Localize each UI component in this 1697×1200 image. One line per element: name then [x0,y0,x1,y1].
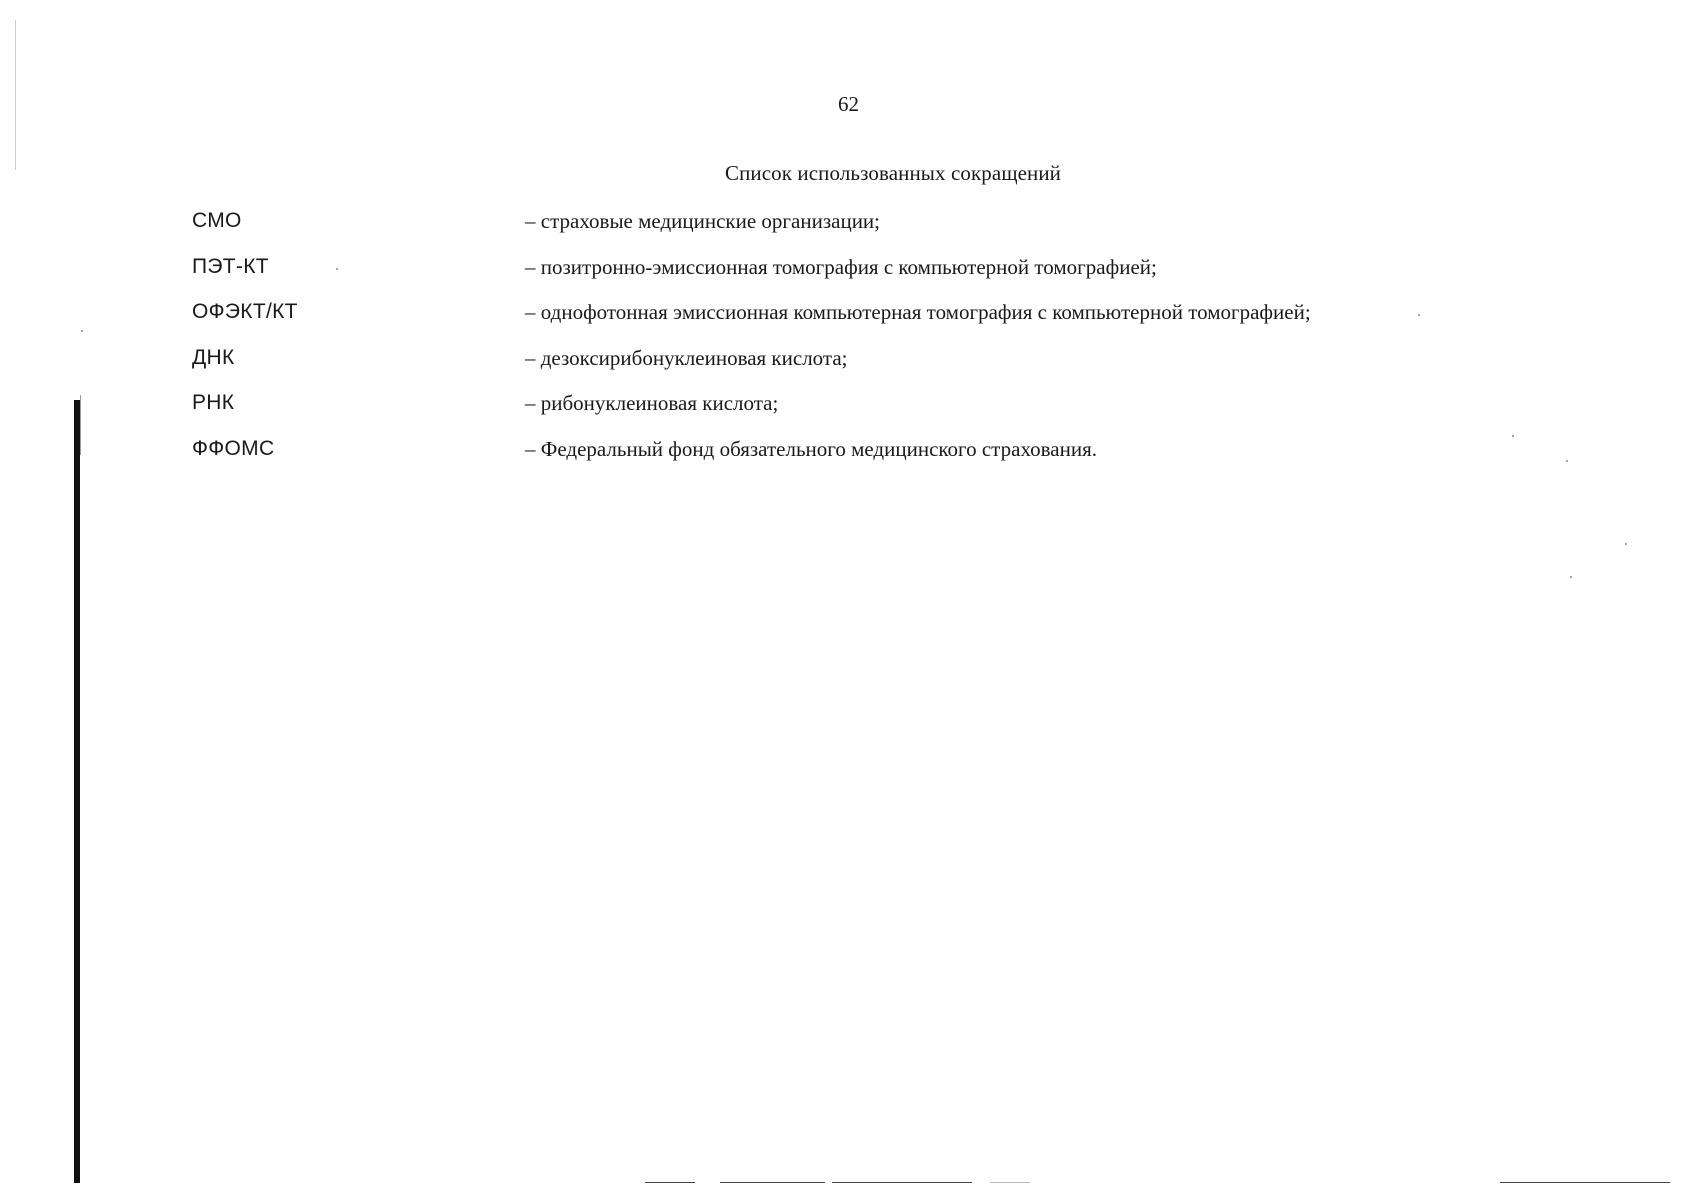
abbreviation-term: ПЭТ-КТ [192,254,269,278]
abbreviation-row [192,436,1492,482]
scan-bottom-dash [645,1182,695,1183]
abbreviation-definition: – позитронно-эмиссионная томография с компьютерной томографией; [525,254,1157,279]
abbreviation-row [192,345,1492,391]
scan-bottom-dash [990,1182,1030,1183]
abbreviation-definition: – страховые медицинские организации; [525,209,881,233]
scan-speck [1570,576,1572,578]
abbreviation-row [192,299,1492,345]
abbreviation-term: ДНК [192,345,235,369]
abbreviation-term: СМО [192,209,242,232]
abbreviation-definition: – дезоксирибонуклеиновая кислота; [525,345,848,370]
abbreviation-definition: – однофотонная эмиссионная компьютерная томография с компьютерной томографией; [525,300,1311,324]
scan-speck [1512,435,1514,437]
scan-binding-bar [74,400,80,1183]
abbreviation-row [192,208,1492,254]
abbreviation-definition: – Федеральный фонд обязательного медицинского страхования. [525,436,1097,461]
scan-speck [81,330,83,332]
scan-bottom-dash [720,1182,825,1183]
scan-bottom-dash [1500,1182,1670,1183]
page-title: Список использованных сокращений [724,161,1062,185]
scan-binding-shadow [80,395,81,455]
abbreviation-row [192,254,1492,300]
abbreviation-term: ОФЭКТ/КТ [192,300,298,323]
scan-speck [1625,543,1627,545]
abbreviation-term: ФФОМС [192,436,275,460]
abbreviation-list [192,208,1492,481]
scan-speck [1566,460,1568,462]
abbreviation-row [192,390,1492,436]
scan-bottom-dash [832,1182,972,1183]
abbreviation-definition: – рибонуклеиновая кислота; [525,391,779,415]
page-number: 62 [838,92,859,116]
abbreviation-term: РНК [192,391,235,414]
